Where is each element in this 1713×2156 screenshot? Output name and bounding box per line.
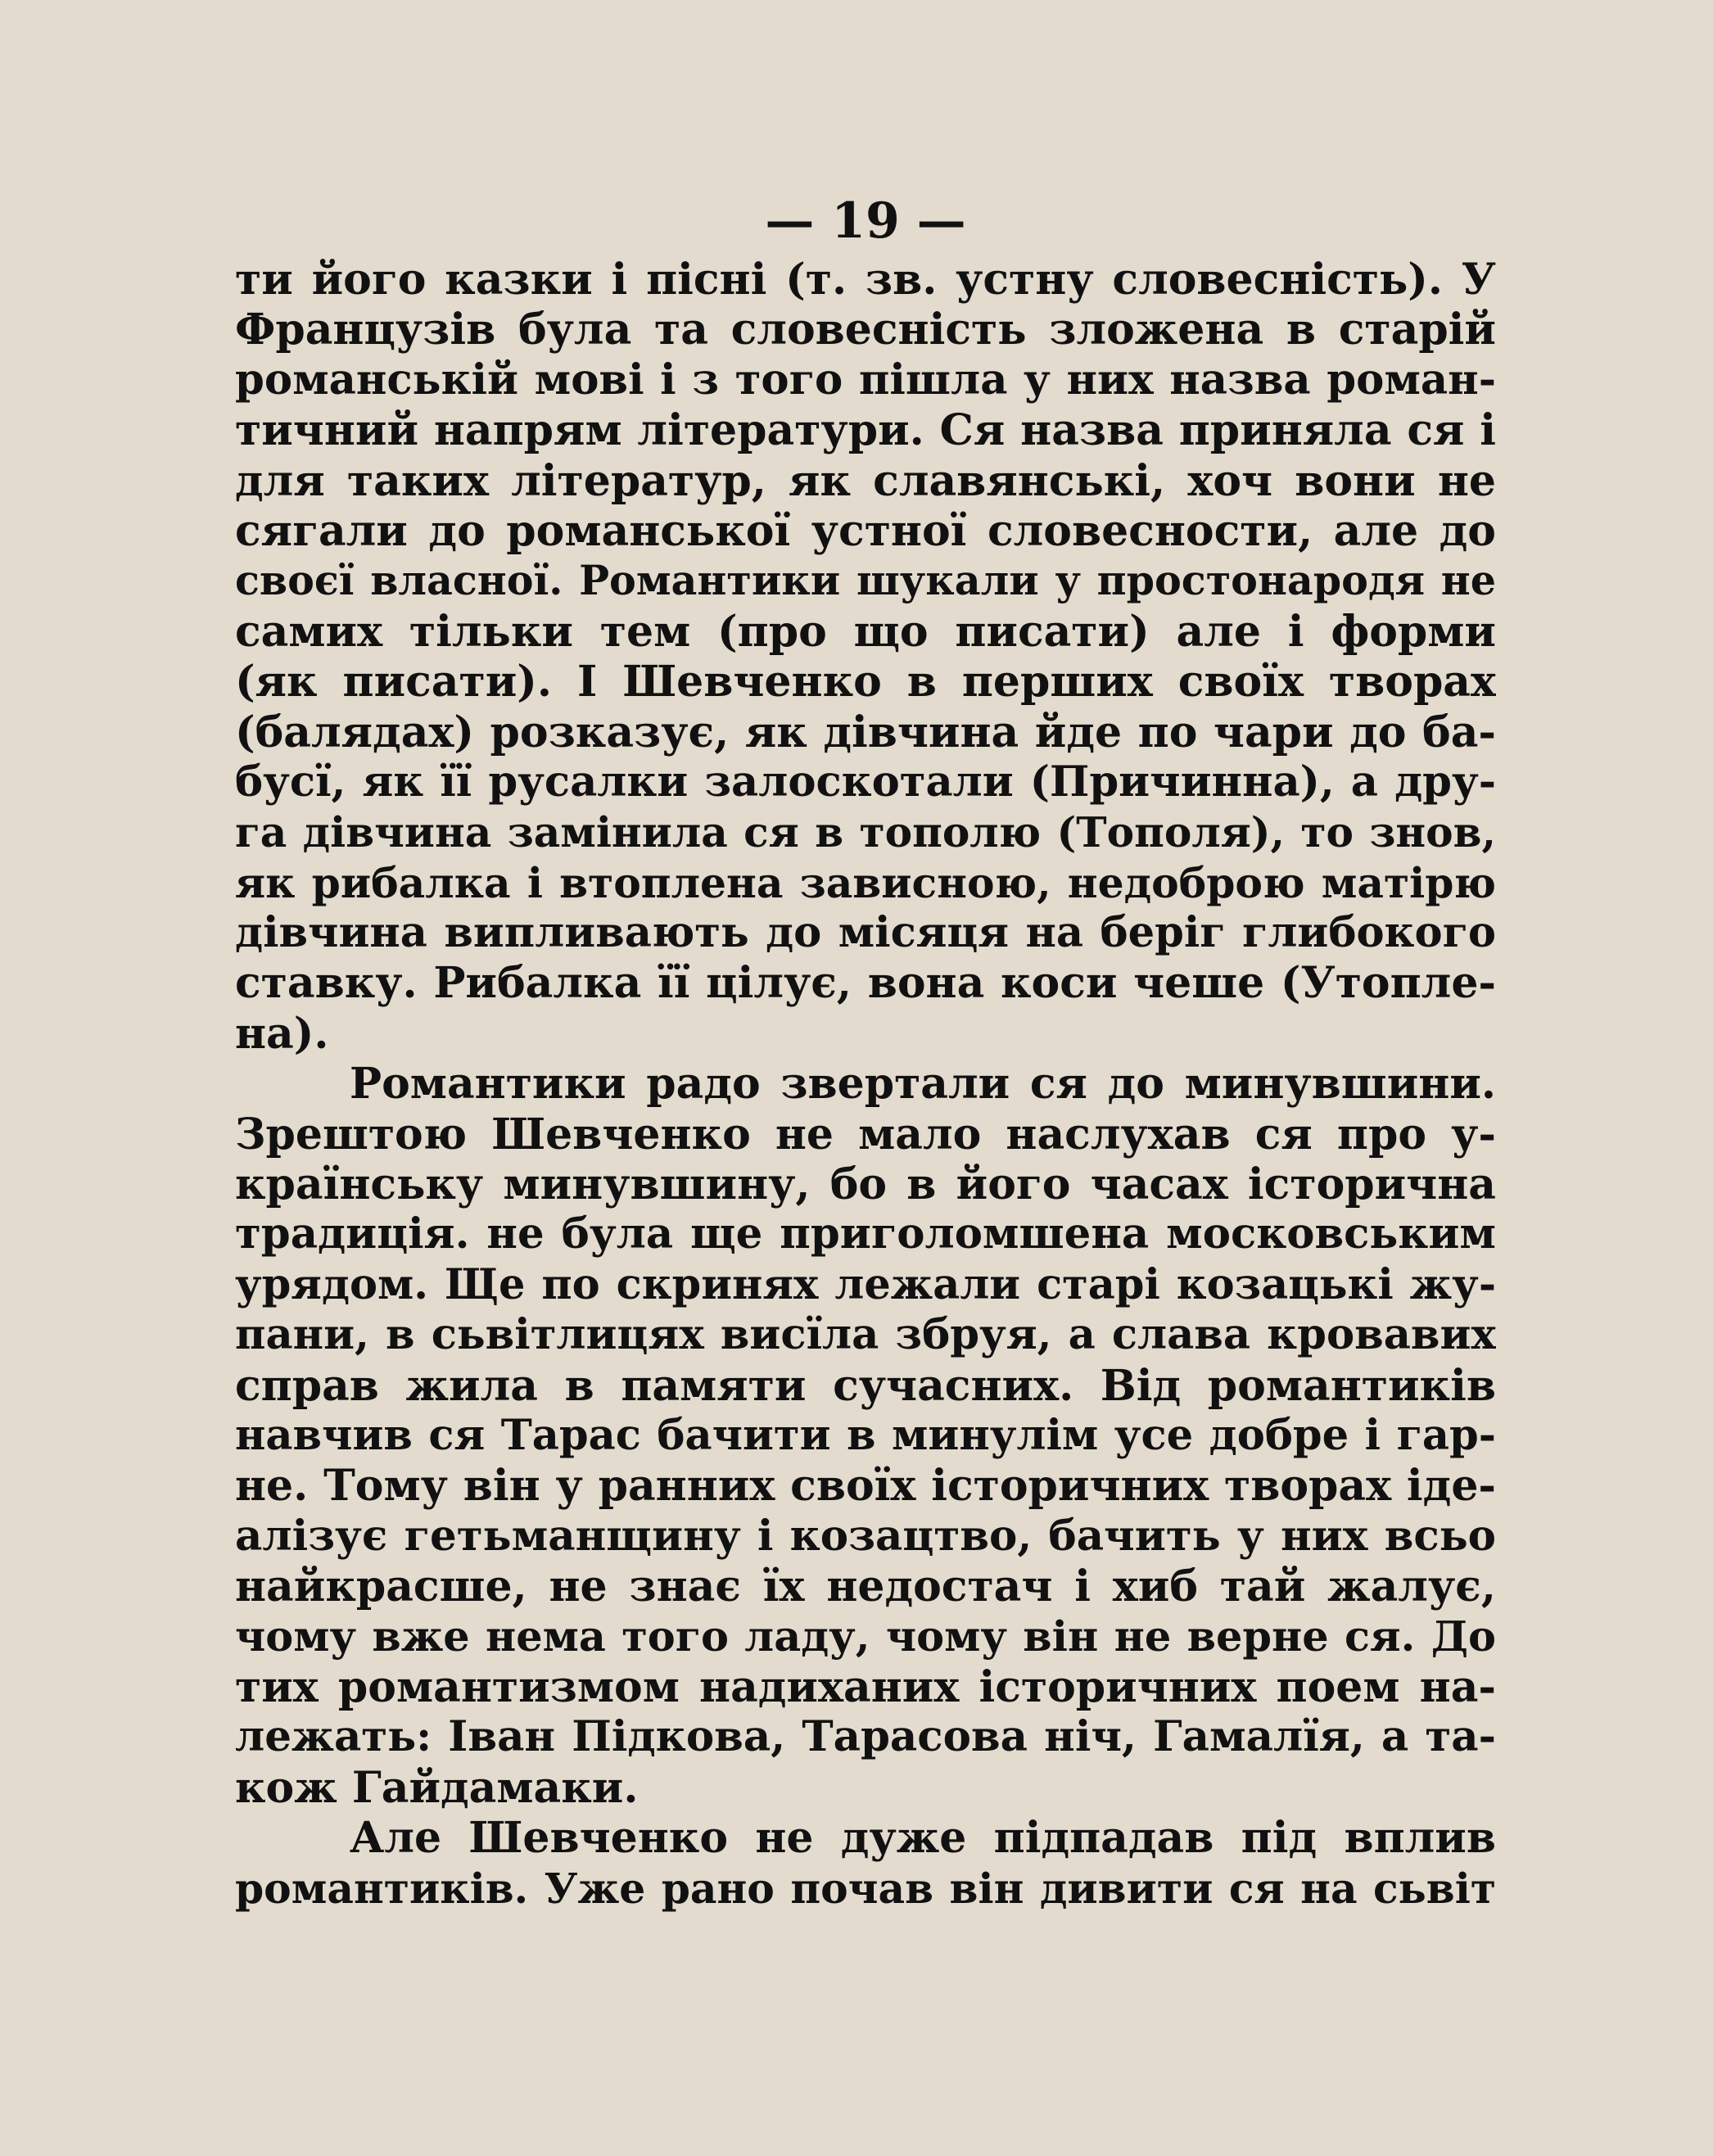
text-line: для таких літератур, як славянські, хоч вони не xyxy=(235,455,1496,506)
text-line: Але Шевченко не дуже підпадав під вплив xyxy=(350,1813,1496,1864)
text-line: пани, в сьвітлицях висїла збруя, а слава кровавих xyxy=(235,1310,1496,1360)
text-line: ставку. Рибалка її цілує, вона коси чеше (Утопле- xyxy=(235,958,1496,1009)
text-line: ти його казки і пісні (т. зв. устну словесність). У xyxy=(235,255,1496,305)
text-line: своєї власної. Романтики шукали у простонародя не xyxy=(235,557,1496,605)
text-line: Романтики радо звертали ся до минувшини. xyxy=(350,1059,1496,1110)
text-line: романтиків. Уже рано почав він дивити ся на сьвіт xyxy=(235,1864,1496,1913)
text-line: урядом. Ще по скринях лежали старі козацькі жу- xyxy=(235,1259,1496,1309)
text-line: Французів була та словесність зложена в старій xyxy=(235,305,1496,355)
text-line: алізує гетьманщину і козацтво, бачить у них всьо xyxy=(235,1511,1496,1561)
text-line: га дівчина замінила ся в тополю (Тополя), то знов, xyxy=(235,808,1496,857)
text-line: найкрасше, не знає їх недостач і хиб тай жалує, xyxy=(235,1562,1496,1612)
text-line: чому вже нема того ладу, чому він не верне ся. До xyxy=(235,1611,1496,1661)
text-line: дівчина випливають до місяця на беріг глибокого xyxy=(235,908,1496,958)
text-line: (як писати). І Шевченко в перших своїх творах xyxy=(235,657,1496,707)
book-page xyxy=(235,192,1496,1914)
paragraph-3 xyxy=(235,1813,1496,1914)
text-line: країнську минувшину, бо в його часах історична xyxy=(235,1159,1496,1210)
text-line: на). xyxy=(235,1008,329,1059)
text-line: традиція. не була ще приголомшена московським xyxy=(235,1209,1496,1259)
paragraph-1 xyxy=(235,255,1496,1059)
text-line: навчив ся Тарас бачити в минулім усе добре і гар- xyxy=(235,1410,1496,1460)
page-number: — 19 — xyxy=(765,192,966,250)
paragraph-2 xyxy=(235,1059,1496,1813)
text-line: самих тільки тем (про що писати) але і форми xyxy=(235,606,1496,657)
text-line: справ жила в памяти сучасних. Від романтиків xyxy=(235,1360,1496,1411)
text-line: тичний напрям літератури. Ся назва приняла ся і xyxy=(235,405,1496,456)
text-line: не. Тому він у ранних своїх історичних творах іде- xyxy=(235,1461,1496,1512)
text-line: сягали до романської устної словесности, але до xyxy=(235,505,1496,556)
text-line: кож Гайдамаки. xyxy=(235,1762,639,1813)
text-line: лежать: Іван Підкова, Тарасова ніч, Гамалїя, а та- xyxy=(235,1712,1496,1762)
text-line: (балядах) розказує, як дівчина йде по чари до ба- xyxy=(235,707,1496,757)
text-line: Зрештою Шевченко не мало наслухав ся про у- xyxy=(235,1109,1496,1159)
text-line: тих романтизмом надиханих історичних поем на- xyxy=(235,1661,1496,1712)
text-line: бусї, як її русалки залоскотали (Причинна), а дру- xyxy=(235,757,1496,807)
text-line: як рибалка і втоплена зависною, недоброю матірю xyxy=(235,858,1496,907)
text-line: романській мові і з того пішла у них назва роман- xyxy=(235,355,1496,405)
